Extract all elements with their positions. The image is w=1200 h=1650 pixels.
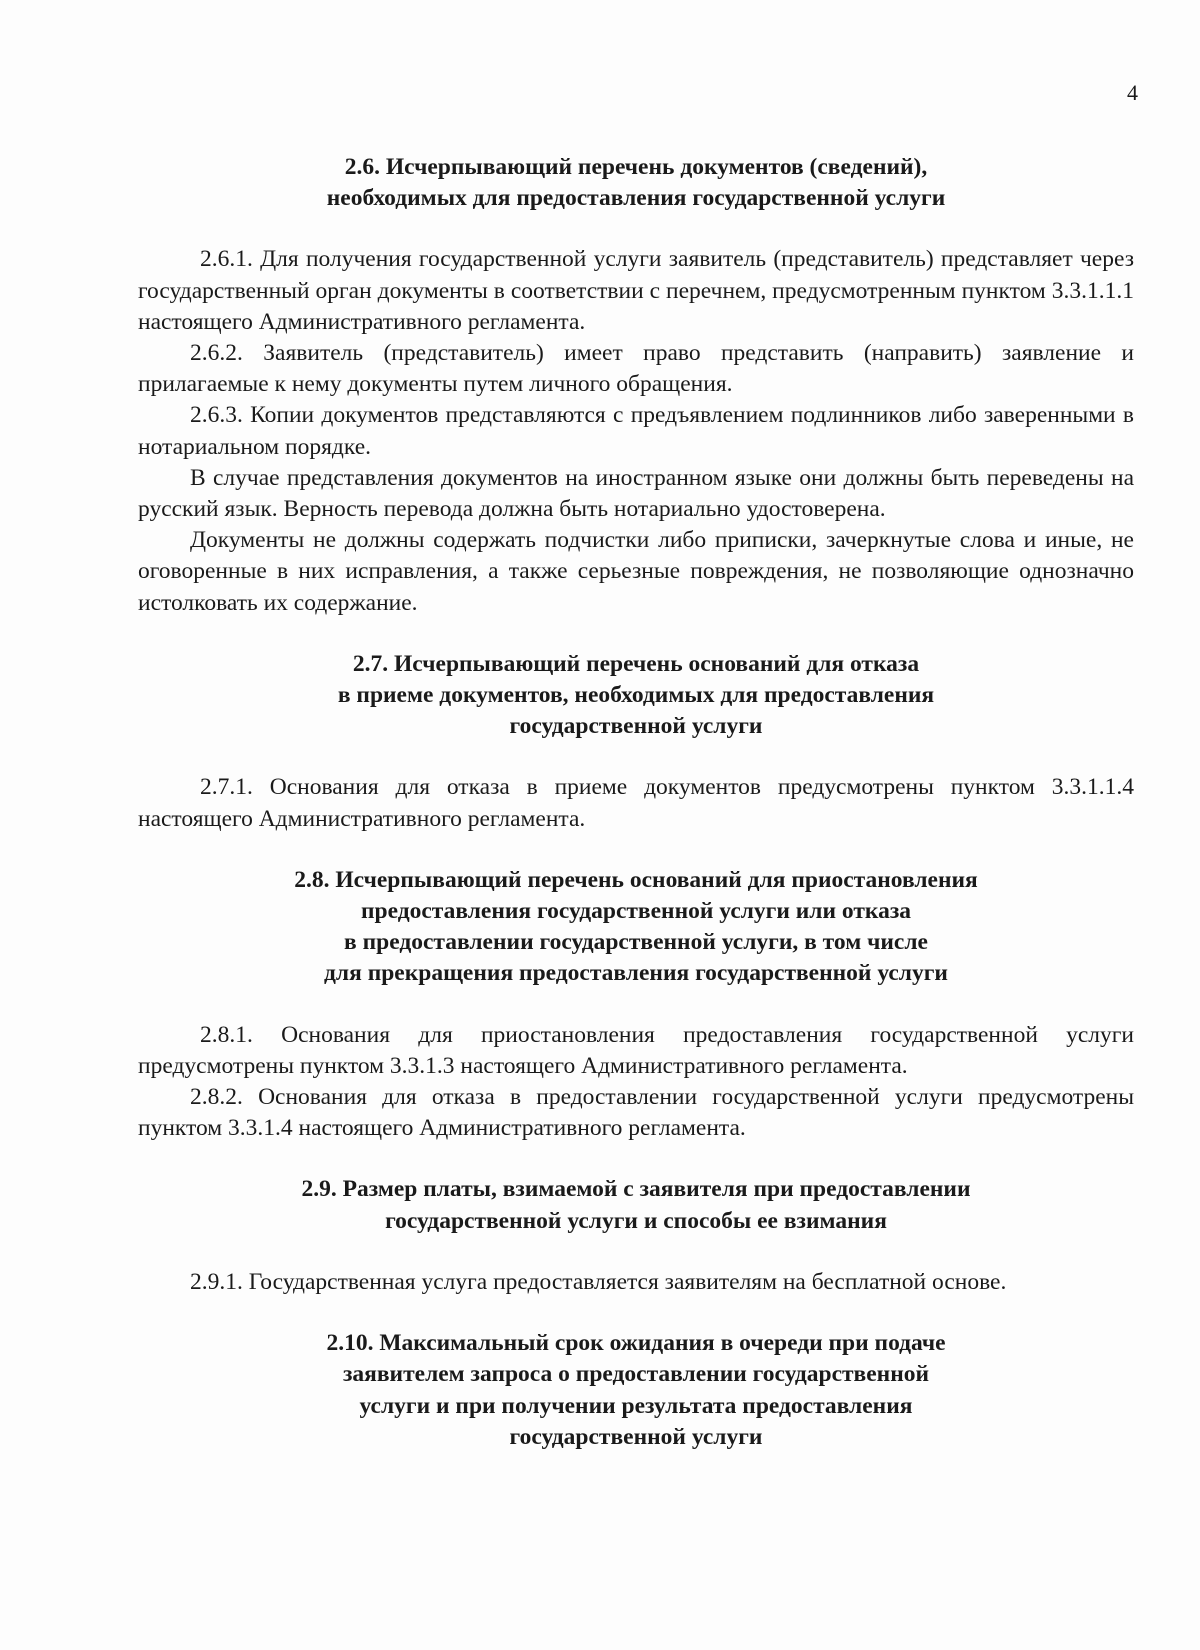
section-heading-2-9: 2.9. Размер платы, взимаемой с заявителя при предоставлении государственной услуги и способы ее взимания xyxy=(301,1176,971,1234)
section-heading-2-7: 2.7. Исчерпывающий перечень оснований для отказа в приеме документов, необходимых для предоставления государственной услуги xyxy=(337,650,935,740)
section-heading-2-6: 2.6. Исчерпывающий перечень документов (сведений), необходимых для предоставления государственной услуги xyxy=(326,154,946,212)
paragraph-document-requirements: Документы не должны содержать подчистки либо приписки, зачеркнутые слова и иные, не оговоренные в них исправления, а также серьезные повреждения, не позволяющие однозначно истолковать их содержание. xyxy=(138,527,1134,616)
paragraph-2-8-1: 2.8.1. Основания для приостановления предоставления государственной услуги предусмотрены пунктом 3.3.1.3 настоящего Административного регламента. xyxy=(138,1021,1134,1079)
section-heading-2-8: 2.8. Исчерпывающий перечень оснований для приостановления предоставления государственной услуги или отказа в предоставлении государственной услуги, в том числе для прекращения предоставления государственной услуги xyxy=(294,866,978,987)
paragraph-2-8-2: 2.8.2. Основания для отказа в предоставлении государственной услуги предусмотрены пунктом 3.3.1.4 настоящего Административного регламента. xyxy=(138,1084,1134,1142)
paragraph-2-7-1: 2.7.1. Основания для отказа в приеме документов предусмотрены пунктом 3.3.1.1.4 настоящего Административного регламента. xyxy=(138,774,1134,832)
paragraph-2-9-1: 2.9.1. Государственная услуга предоставляется заявителям на бесплатной основе. xyxy=(190,1268,1007,1295)
page-number: 4 xyxy=(1127,80,1138,105)
paragraph-2-6-3: 2.6.3. Копии документов представляются с предъявлением подлинников либо заверенными в нотариальном порядке. xyxy=(138,402,1134,460)
document-body xyxy=(138,152,1134,1453)
paragraph-2-6-1: 2.6.1. Для получения государственной услуги заявитель (представитель) представляет через государственный орган документы в соответствии с перечнем, предусмотренным пунктом 3.3.1.1.1 настоящего Административного регламента. xyxy=(138,246,1134,335)
section-heading-2-10: 2.10. Максимальный срок ожидания в очереди при подаче заявителем запроса о предоставлении государственной услуги и при получении результата предоставления государственной услуги xyxy=(326,1330,946,1450)
paragraph-foreign-language: В случае представления документов на иностранном языке они должны быть переведены на русский язык. Верность перевода должна быть нотариально удостоверена. xyxy=(138,464,1134,523)
paragraph-2-6-2: 2.6.2. Заявитель (представитель) имеет право представить (направить) заявление и прилагаемые к нему документы путем личного обращения. xyxy=(138,340,1134,398)
